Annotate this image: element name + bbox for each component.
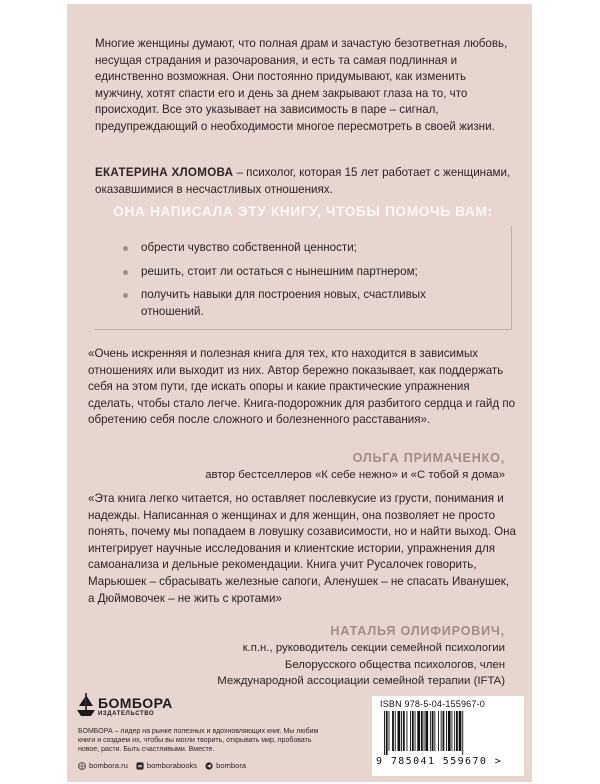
globe-icon xyxy=(78,762,86,770)
publisher-name: БОМБОРА xyxy=(98,695,173,711)
barcode-bar xyxy=(438,711,439,751)
barcode-number: 9 785041 559670 > xyxy=(376,756,503,767)
list-item: получить навыки для построения новых, счастливых отношений. xyxy=(123,287,481,320)
barcode-bar xyxy=(454,711,455,751)
barcode-bar xyxy=(443,711,445,751)
reviewer-role-1: автор бестселлеров «К себе нежно» и «С тобой я дома» xyxy=(205,469,505,481)
barcode-bar xyxy=(421,711,423,751)
isbn-barcode xyxy=(372,696,524,776)
benefits-list xyxy=(123,240,481,327)
social-links xyxy=(78,761,246,770)
barcode-bar xyxy=(430,711,431,751)
reviewer-role-2: к.п.н., руководитель секции семейной психологии Белорусского общества психологов, член Международной ассоциации семейной терапии (IFTA) xyxy=(217,642,505,688)
author-description: – психолог, которая 15 лет работает с женщинами, оказавшимися в несчастливых отношениях. xyxy=(95,166,511,196)
review-quote-2: «Эта книга легко читается, но оставляет послевкусие из грусти, понимания и надежды. Написанная о женщинах и для женщин, она позволяет не просто понять, почему мы попадаем в ловушку созависимости, но и найти выход. Она интегрирует научные исследования и клиентские истории, упражнения для самоанализа и дельные рекомендации. Книга учит Русалочек говорить, Марьюшек – сбрасывать железные сапоги, Аленушек – не спасать Иванушек, а Дюймовочек – не жить с кротами» xyxy=(88,492,516,605)
barcode-bar xyxy=(448,711,451,751)
list-item: обрести чувство собственной ценности; xyxy=(123,240,481,257)
barcode-bar xyxy=(417,711,420,751)
barcode-bar xyxy=(412,711,414,751)
barcode-bar xyxy=(389,711,390,751)
barcode-bar xyxy=(386,711,388,755)
barcode-bar xyxy=(401,711,402,751)
barcode-bar xyxy=(434,711,435,751)
reviewer-name-1: ОЛЬГА ПРИМАЧЕНКО, xyxy=(352,451,505,465)
list-item: решить, стоит ли остаться с нынешним партнером; xyxy=(123,264,481,281)
isbn-label: ISBN 978-5-04-155967-0 xyxy=(380,699,485,709)
barcode-bar xyxy=(398,711,401,751)
boat-icon xyxy=(76,692,96,720)
telegram-icon xyxy=(205,762,213,770)
barcode-bar xyxy=(441,711,442,751)
barcode-bar xyxy=(415,711,416,751)
benefits-box xyxy=(95,226,512,330)
barcode-bar xyxy=(395,711,396,751)
barcode-bar xyxy=(462,711,463,755)
author-name: ЕКАТЕРИНА ХЛОМОВА xyxy=(95,166,234,179)
barcode-bar xyxy=(425,711,428,751)
barcode-bar xyxy=(452,711,453,751)
author-bio xyxy=(95,165,515,198)
barcode-bar xyxy=(403,711,405,751)
barcode-bar xyxy=(424,711,425,751)
barcode-bar xyxy=(384,711,385,755)
social-item-site[interactable]: bombora.ru xyxy=(78,761,128,770)
bullet-icon xyxy=(123,293,128,298)
social-item-tg[interactable]: bombora xyxy=(205,761,246,770)
barcode-graphic xyxy=(380,711,516,755)
bullet-icon xyxy=(123,270,128,275)
intro-paragraph: Многие женщины думают, что полная драм и зачастую безответная любовь, несущая страдания и разочарования, и есть та самая подлинная и единственно возможная. Они постоянно придумывают, как изменить мужчину, хотят спасти его и день за днем закрывают глаза на то, что происходит. Все это указывает на зависимость в паре – сигнал, предупреждающий о необходимости многое пересмотреть в своей жизни. xyxy=(95,37,508,133)
bullet-icon xyxy=(123,246,128,251)
barcode-bar xyxy=(407,711,408,751)
barcode-bar xyxy=(456,711,458,751)
reviewer-name-2: НАТАЛЬЯ ОЛИФИРОВИЧ, xyxy=(330,624,505,638)
barcode-bar xyxy=(392,711,394,751)
publisher-tagline: БОМБОРА – лидер на рынке полезных и вдохновляющих книг. Мы любим книги и создаем их, чтобы вы могли творить, открывать мир, пробовать новое, расти. Быть счастливыми. Вместе. xyxy=(78,728,319,753)
publisher-logo xyxy=(76,692,186,722)
review-quote-1: «Очень искренняя и полезная книга для тех, кто находится в зависимых отношениях или выходит из них. Автор бережно показывает, как поддержать себя на этом пути, где искать опоры и какие практические упражнения сделать, чтобы стало легче. Книга-подорожник для разбитого сердца и гайд по обретению себя после сложного и болезненного расставания». xyxy=(88,347,516,427)
list-heading: ОНА НАПИСАЛА ЭТУ КНИГУ, ЧТОБЫ ПОМОЧЬ ВАМ: xyxy=(113,204,493,219)
vk-icon xyxy=(136,762,144,770)
barcode-bar xyxy=(432,711,434,751)
barcode-bar xyxy=(410,711,411,751)
barcode-bar xyxy=(446,711,447,751)
publisher-sub: ИЗДАТЕЛЬСТВО xyxy=(98,711,155,717)
barcode-bar xyxy=(459,711,462,751)
social-item-vk[interactable]: bomborabooks xyxy=(136,761,197,770)
